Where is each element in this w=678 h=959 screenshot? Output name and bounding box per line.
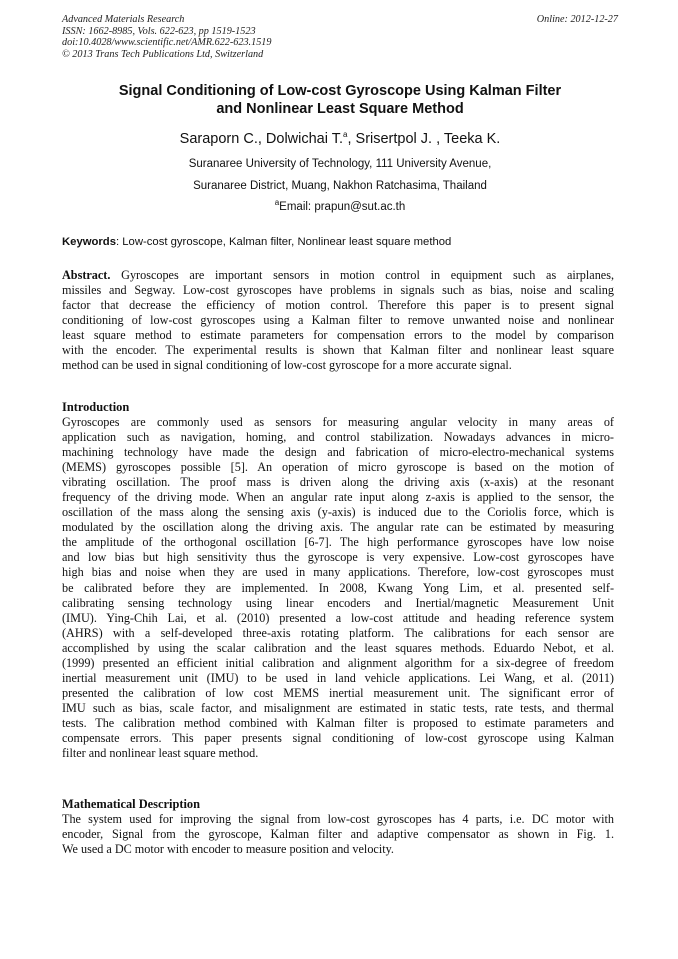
introduction-paragraph — [62, 415, 614, 761]
journal-copyright: © 2013 Trans Tech Publications Ltd, Switzerland — [62, 48, 264, 60]
paper-title — [62, 82, 618, 118]
text-line: oscillation of the mass along the sensing axis (y-axis) is induced due to the Coriolis force, which is — [62, 505, 614, 520]
authors-rest: , Srisertpol J. , Teeka K. — [347, 131, 501, 147]
text-line: Gyroscopes are commonly used as sensors for measuring angular velocity in many areas of — [62, 415, 614, 429]
text-line: (1999) presented an efficient initial calibration and alignment algorithm for a six-degree of freedom — [62, 655, 614, 670]
email-superscript: a — [274, 198, 280, 208]
text-line: modulated by the oscillation along the driving axis. The angular rate can be estimated by measuring — [62, 520, 614, 535]
title-line-2: and Nonlinear Least Square Method — [216, 101, 464, 117]
text-line: compensate errors. This paper presents signal conditioning of low-cost gyroscope using Kalman — [62, 730, 614, 745]
text-line: with the encoder. The experimental results is shown that Kalman filter and nonlinear least square — [62, 343, 614, 358]
text-line: missiles and Segway. Low-cost gyroscopes have problems in signals such as bias, noise and scaling — [62, 283, 614, 298]
text-line: the amplitude of the orthogonal oscillation [6-7]. The high performance gyroscopes have low noise — [62, 535, 614, 550]
text-line: be calibrated before they are implemented. In 2008, Kwang Yong Lim, et al. presented self- — [62, 580, 614, 595]
text-line: high bias and noise when they are used in many applications. Therefore, low-cost gyroscopes must — [62, 565, 614, 580]
text-line: We used a DC motor with encoder to measure position and velocity. — [62, 842, 394, 857]
text-line: inertial measurement unit (IMU) to be used in land vehicle applications. Lei Wang, et al. (2011) — [62, 670, 614, 685]
affiliation-line-1: Suranaree University of Technology, 111 University Avenue, — [188, 158, 492, 170]
journal-issn: ISSN: 1662-8985, Vols. 622-623, pp 1519-1523 — [62, 25, 256, 37]
author-superscript: a — [343, 130, 348, 140]
introduction-heading: Introduction — [62, 400, 130, 414]
abstract-paragraph — [62, 268, 614, 373]
affiliation-line-2: Suranaree District, Muang, Nakhon Ratchasima, Thailand — [193, 180, 487, 192]
text-line: and low bias but high sensitivity thus the gyroscope is very expensive. Low-cost gyroscopes have — [62, 550, 614, 565]
author-email[interactable] — [62, 200, 618, 214]
text-line: IMU such as bias, scale factor, and misalignment are estimated in static tests, rate tests, and thermal — [62, 700, 614, 715]
title-line-1: Signal Conditioning of Low-cost Gyroscope Using Kalman Filter — [118, 83, 562, 99]
text-line: least square method to estimate parameters for compensation errors to the model by comparison — [62, 328, 614, 343]
authors-first: Saraporn C., Dolwichai T. — [179, 131, 344, 147]
text-line: application such as navigation, homing, and control stabilization. Nowadays advances in micro- — [62, 430, 614, 445]
text-line: (AHRS) with a self-developed three-axis rotating platform. The calibrations for each sensor are — [62, 625, 614, 640]
author-list — [62, 130, 618, 148]
text-line: factor that decrease the efficiency of motion control. Therefore this paper is to present signal — [62, 298, 614, 313]
text-line: vibrating oscillation. The proof mass is driven along the driving axis (x-axis) at the resonant — [62, 475, 614, 490]
text-line: encoder, Signal from the gyroscope, Kalman filter and adaptive compensator as shown in Fig. 1. — [62, 827, 614, 842]
text-line — [62, 268, 614, 283]
text-line: conditioning of low-cost gyroscopes using a Kalman filter to remove unwanted noise and nonlinear — [62, 313, 614, 328]
keywords-text: : Low-cost gyroscope, Kalman filter, Nonlinear least square method — [116, 236, 452, 248]
math-description-heading: Mathematical Description — [62, 797, 200, 811]
email-text: Email: prapun@sut.ac.th — [279, 201, 406, 213]
journal-name: Advanced Materials Research — [62, 14, 185, 25]
text-line: (MEMS) gyroscopes possible [5]. An operation of micro gyroscope is based on the motion of — [62, 460, 614, 475]
text-line: machining technology have made the design and fabrication of micro-electro-mechanical systems — [62, 445, 614, 460]
math-description-paragraph — [62, 812, 614, 857]
online-date: Online: 2012-12-27 — [536, 14, 618, 25]
text-line: calibrating sensing technology using linear encoders and Inertial/magnetic Measurement Unit — [62, 595, 614, 610]
text-line: The system used for improving the signal from low-cost gyroscopes has 4 parts, i.e. DC motor with — [62, 812, 614, 826]
journal-header — [62, 14, 618, 60]
text-line: method can be used in signal conditioning of low-cost gyroscope for a more accurate signal. — [62, 358, 512, 373]
text-line: tests. The calibration method combined with Kalman filter is proposed to estimate parameters and — [62, 715, 614, 730]
text-line: frequency of the driving mode. When an angular rate input along z-axis is applied to the sensor, the — [62, 490, 614, 505]
text-line: accomplished by using the scalar calibration and the least squares methods. Eduardo Nebot, et al. — [62, 640, 614, 655]
abstract-label: Abstract. — [62, 268, 111, 282]
text-line: presented the calibration of low cost MEMS inertial measurement unit. The significant error of — [62, 685, 614, 700]
keywords-label: Keywords — [62, 236, 116, 248]
text-line: (IMU). Ying-Chih Lai, et al. (2010) presented a low-cost attitude and heading reference system — [62, 610, 614, 625]
journal-doi[interactable]: doi:10.4028/www.scientific.net/AMR.622-623.1519 — [62, 37, 272, 49]
keywords — [62, 235, 618, 249]
text-line: filter and nonlinear least square method. — [62, 746, 259, 761]
abstract-first-line: Gyroscopes are important sensors in motion control in equipment such as airplanes, — [110, 268, 614, 282]
